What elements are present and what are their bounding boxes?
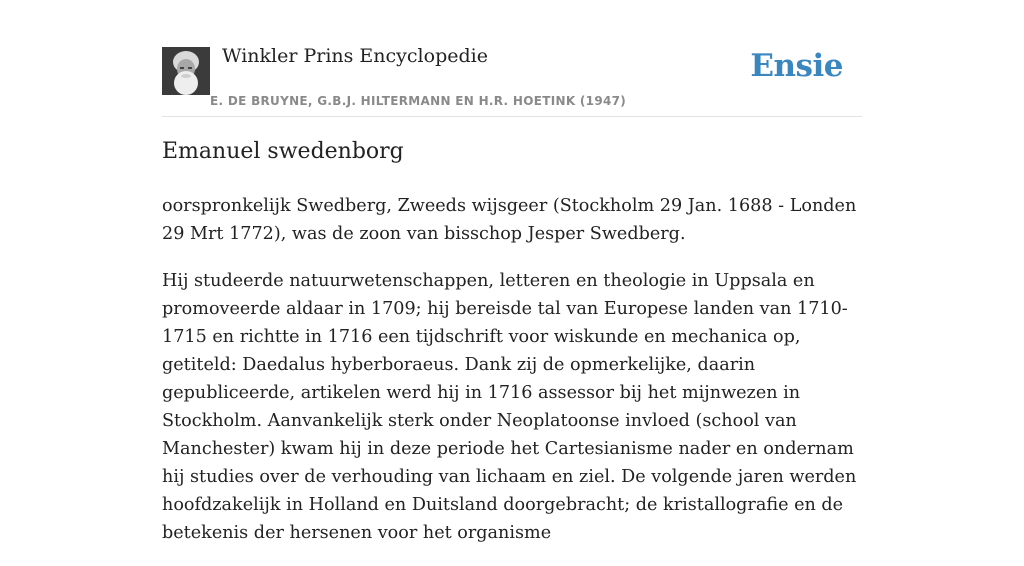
avatar-portrait-image [162,47,210,95]
site-header [162,0,862,117]
article-body [162,192,862,566]
author-avatar[interactable] [162,47,210,95]
article-paragraph: oorspronkelijk Swedberg, Zweeds wijsgeer (Stockholm 29 Jan. 1688 - Londen 29 Mrt 1772), was de zoon van bisschop Jesper Swedberg. [162,196,857,244]
article-title: Emanuel swedenborg [162,139,404,164]
article-paragraph: Hij studeerde natuurwetenschappen, letteren en theologie in Uppsala en promoveerde aldaar in 1709; hij bereisde tal van Europese landen van 1710-1715 en richtte in 1716 een tijdschrift voor wiskunde en mechanica op, getiteld: Daedalus hyberboraeus. Dank zij de opmerkelijke, daarin gepubliceerde, artikelen werd hij in 1716 assessor bij het mijnwezen in Stockholm. Aanvankelijk sterk onder Neoplatoonse invloed (school van Manchester) kwam hij in deze periode het Cartesianisme nader en ondernam hij studies over de verhouding van lichaam en ziel. De volgende jaren werden hoofdzakelijk in Holland en Duitsland doorgebracht; de kristallografie en de betekenis der hersenen voor het organisme [162,271,857,543]
page-container [162,0,862,543]
site-title[interactable]: Winkler Prins Encyclopedie [222,45,488,67]
ensie-logo-link[interactable]: Ensie [750,48,843,84]
authors-line: E. DE BRUYNE, G.B.J. HILTERMANN EN H.R. HOETINK (1947) [210,94,627,108]
